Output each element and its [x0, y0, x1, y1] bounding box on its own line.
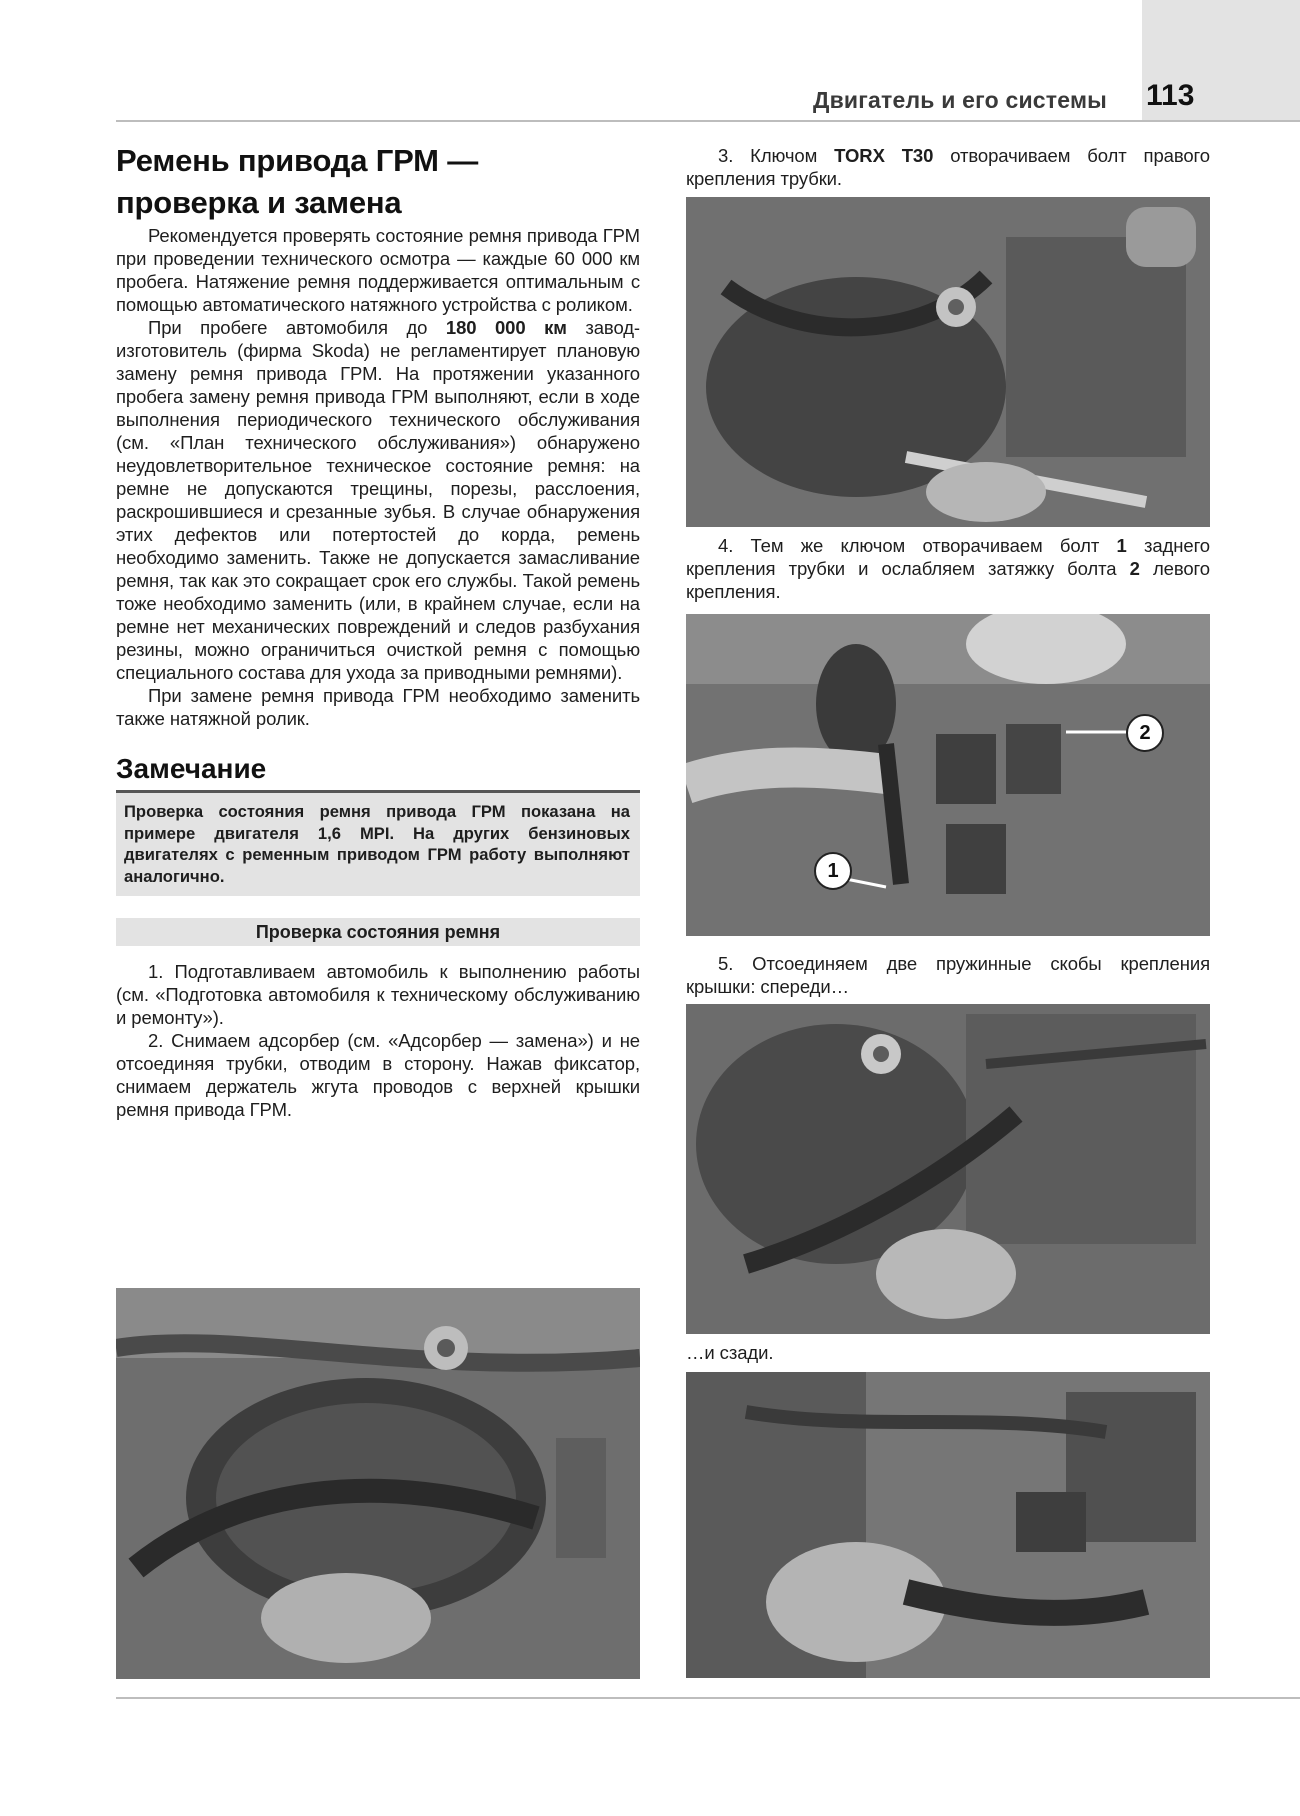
- callout-1: 1: [814, 852, 852, 890]
- step-3-text-a: 3. Ключом: [718, 145, 835, 166]
- step-4-ref-2: 2: [1129, 558, 1140, 579]
- photo-harness-holder-image: [116, 1288, 640, 1679]
- photo-harness-holder: [116, 1288, 640, 1679]
- mileage-text-b: завод-изготовитель (фирма Skoda) не регламентирует плановую замену ремня привода ГРМ. На протяжении указанного пробега замену ремня привода ГРМ выполняют, если в ходе выполнения периодического технического обслуживания (см. «План технического обслуживания») обнаружено неудовлетворительное техническое состояние ремня: на ремне не допускаются трещины, порезы, расслоения, раскрошившиеся и срезанные зубья. В случае обнаружения этих дефектов или потертостей до корда, ремень необходимо заменить. Также не допускается замасливание ремня, так как это сокращает срок его службы. Такой ремень тоже необходимо заменить (или, в крайнем случае, если на ремне нет механических повреждений и следов разбухания резины, можно ограничиться очисткой ремня с помощью специального состава для ухода за приводными ремнями).: [116, 317, 640, 683]
- step-4-text-a: 4. Тем же ключом отворачиваем болт: [718, 535, 1117, 556]
- right-column: [686, 140, 1210, 190]
- mileage-text-a: При пробеге автомобиля до: [148, 317, 446, 338]
- mileage-paragraph: [116, 316, 640, 684]
- photo-rear-clip: [686, 1372, 1210, 1678]
- step-4-text-b: заднего крепления трубки и ослабляем затяжку болта: [686, 535, 1210, 579]
- step-3-tool: TORX T30: [834, 145, 934, 166]
- step-3: [686, 144, 1210, 190]
- subsection-heading: Проверка состояния ремня: [116, 918, 640, 946]
- page-number: 113: [1146, 79, 1195, 112]
- photo-rear-left-bolts-image: [686, 614, 1210, 936]
- mileage-value: 180 000 км: [445, 317, 567, 338]
- photo-rear-clip-image: [686, 1372, 1210, 1678]
- footer-divider: [116, 1697, 1300, 1699]
- left-column: [116, 140, 640, 1121]
- note-box: Проверка состояния ремня привода ГРМ показана на примере двигателя 1,6 MPI. На других бензиновых двигателях с ременным приводом ГРМ работу выполняют аналогично.: [116, 790, 640, 896]
- photo-right-bolt: [686, 197, 1210, 527]
- note-heading: Замечание: [116, 753, 267, 784]
- callout-2: 2: [1126, 714, 1164, 752]
- photo-rear-left-bolts: [686, 614, 1210, 936]
- step-4-text-c: левого крепления.: [686, 558, 1210, 602]
- step-1: 1. Подготавливаем автомобиль к выполнению работы (см. «Подготовка автомобиля к техническому обслуживанию и ремонту»).: [116, 961, 640, 1028]
- step-5: 5. Отсоединяем две пружинные скобы крепления крышки: спереди…: [686, 953, 1210, 997]
- tensioner-paragraph: При замене ремня привода ГРМ необходимо заменить также натяжной ролик.: [116, 685, 640, 729]
- step-4-ref-1: 1: [1116, 535, 1127, 556]
- step-3-text-b: отворачиваем болт правого крепления трубки.: [686, 145, 1210, 189]
- photo-front-clip-image: [686, 1004, 1210, 1334]
- section-title-line2: проверка и замена: [116, 185, 402, 220]
- photo-front-clip: [686, 1004, 1210, 1334]
- running-header-title: Двигатель и его системы: [813, 87, 1107, 113]
- step-4: [686, 534, 1210, 603]
- header-divider: [116, 120, 1300, 122]
- step-2: 2. Снимаем адсорбер (см. «Адсорбер — замена») и не отсоединяя трубки, отводим в сторону. Нажав фиксатор, снимаем держатель жгута проводов с верхней крышки ремня привода ГРМ.: [116, 1030, 640, 1120]
- steps-list: [116, 960, 640, 1121]
- section-title-line1: Ремень привода ГРМ —: [116, 143, 479, 178]
- caption-rear: …и сзади.: [686, 1342, 774, 1363]
- photo-right-bolt-image: [686, 197, 1210, 527]
- section-title: [116, 140, 640, 224]
- intro-paragraph: Рекомендуется проверять состояние ремня привода ГРМ при проведении технического осмотра — каждые 60 000 км пробега. Натяжение ремня поддерживается оптимальным с помощью автоматического натяжного устройства с роликом.: [116, 225, 640, 315]
